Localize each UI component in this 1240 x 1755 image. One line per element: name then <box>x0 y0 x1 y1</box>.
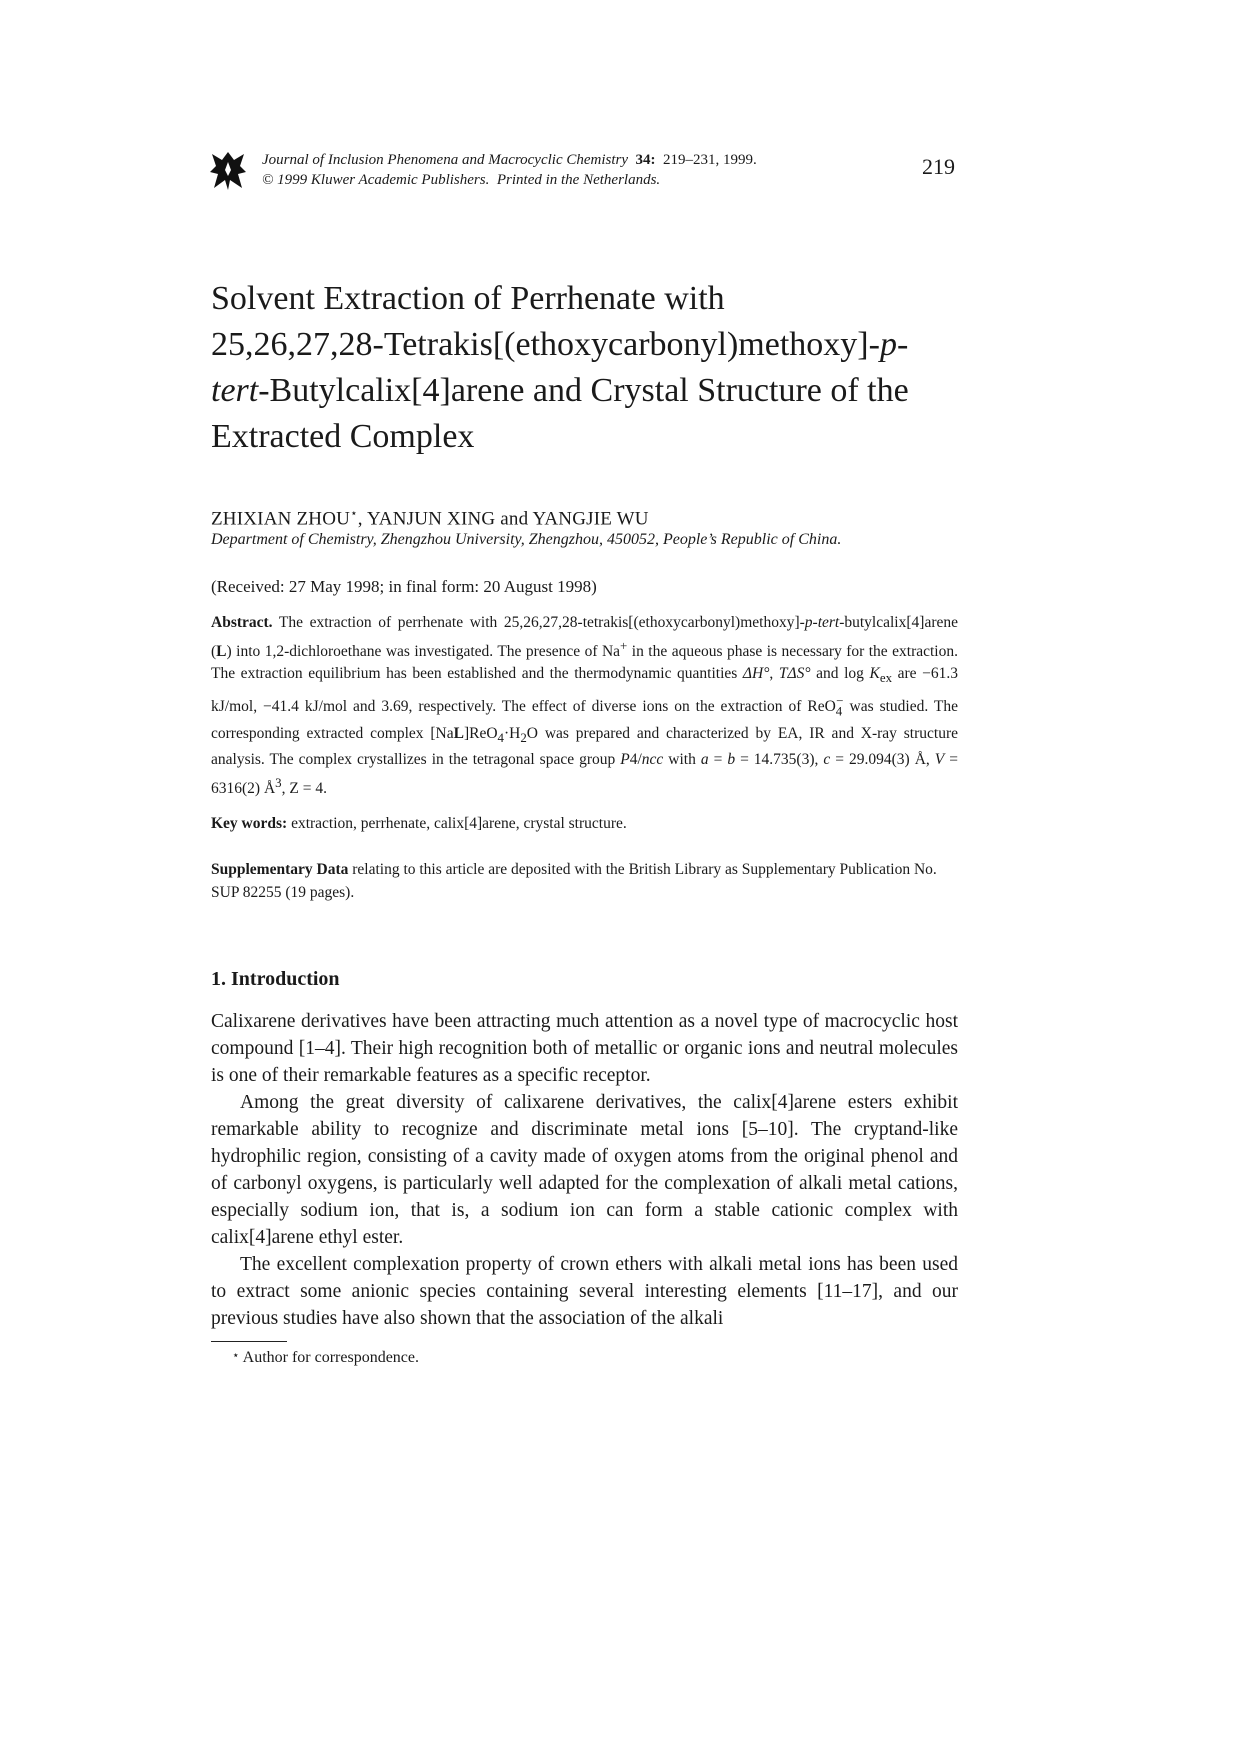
footnote-rule <box>211 1341 287 1342</box>
received-dates: (Received: 27 May 1998; in final form: 20 August 1998) <box>211 577 597 596</box>
paragraph-1: Calixarene derivatives have been attracting much attention as a novel type of macrocyclic host compound [1–4]. Their high recognition both of metallic or organic ions and neutral molecules is one of their remarkable features as a specific receptor. <box>211 1011 958 1086</box>
journal-name: Journal of Inclusion Phenomena and Macrocyclic Chemistry <box>262 152 629 168</box>
footnote: ⋆ Author for correspondence. <box>232 1348 420 1366</box>
authors: ZHIXIAN ZHOU⋆, YANJUN XING and YANGJIE WU <box>211 506 649 530</box>
printed-in: Printed in the Netherlands. <box>496 172 661 188</box>
paragraph-3: The excellent complexation property of crown ethers with alkali metal ions has been used to extract some anionic species containing several interesting elements [11–17], and our previous studies have also shown that the association of the alkali <box>211 1254 958 1329</box>
body-text <box>211 1008 958 1332</box>
corresponding-star: ⋆ <box>350 506 358 520</box>
journal-citation <box>262 150 882 190</box>
supplementary-data: Supplementary Data relating to this article are deposited with the British Library as Supplementary Publication No. SUP 82255 (19 pages). <box>211 861 937 901</box>
abstract: Abstract. The extraction of perrhenate with 25,26,27,28-tetrakis[(ethoxycarbonyl)methoxy]-p-tert-butylcalix[4]arene (L) into 1,2-dichloroethane was investigated. The presence of Na+ in the aqueous phase is necessary for the extraction. The extraction equilibrium has been established and the thermodynamic quantities ΔH°, TΔS° and $\log K_{ex}$ are −61.3 kJ/mol, −41.4 kJ/mol and 3.69, respectively. The effect of diverse ions on the extraction of ReO$_4$− was studied. The corresponding extracted complex $[NaL]ReO_4\cdot H_2O$ was prepared and characterized by EA, IR and X-ray structure analysis. The complex crystallizes in the tetragonal space group P4/ncc with a = b = 14.735(3), c = 29.094(3) Å, V = 6316(2) $Å^3$, Z = 4. <box>211 614 959 797</box>
title-line-3: tert-Butylcalix[4]arene and Crystal Structure of the <box>211 372 909 409</box>
copyright: © 1999 Kluwer Academic Publishers. <box>262 172 490 188</box>
paragraph-2: Among the great diversity of calixarene derivatives, the calix[4]arene esters exhibit remarkable ability to recognize and discriminate metal ions [5–10]. The cryptand-like hydrophilic region, consisting of a cavity made of oxygen atoms from the original phenol and of carbonyl oxygens, is particularly well adapted for the complexation of alkali metal cations, especially sodium ion, that is, a sodium ion can form a stable cationic complex with calix[4]arene ethyl ester. <box>211 1092 958 1248</box>
journal-pages: 219–231, 1999. <box>663 152 757 168</box>
title-line-4: Extracted Complex <box>211 418 475 455</box>
title-line-1: Solvent Extraction of Perrhenate with <box>211 280 725 317</box>
affiliation: Department of Chemistry, Zhengzhou University, Zhengzhou, 450052, People’s Republic of China. <box>211 531 842 548</box>
title-line-2: 25,26,27,28-Tetrakis[(ethoxycarbonyl)methoxy]-p- <box>211 326 909 363</box>
kluwer-logo-icon <box>210 150 246 192</box>
keywords: Key words: extraction, perrhenate, calix[4]arene, crystal structure. <box>211 815 627 832</box>
page-number: 219 <box>922 154 955 179</box>
section-heading-introduction: 1. Introduction <box>211 968 340 990</box>
journal-volume: 34: <box>635 152 656 168</box>
article-title <box>211 276 971 460</box>
